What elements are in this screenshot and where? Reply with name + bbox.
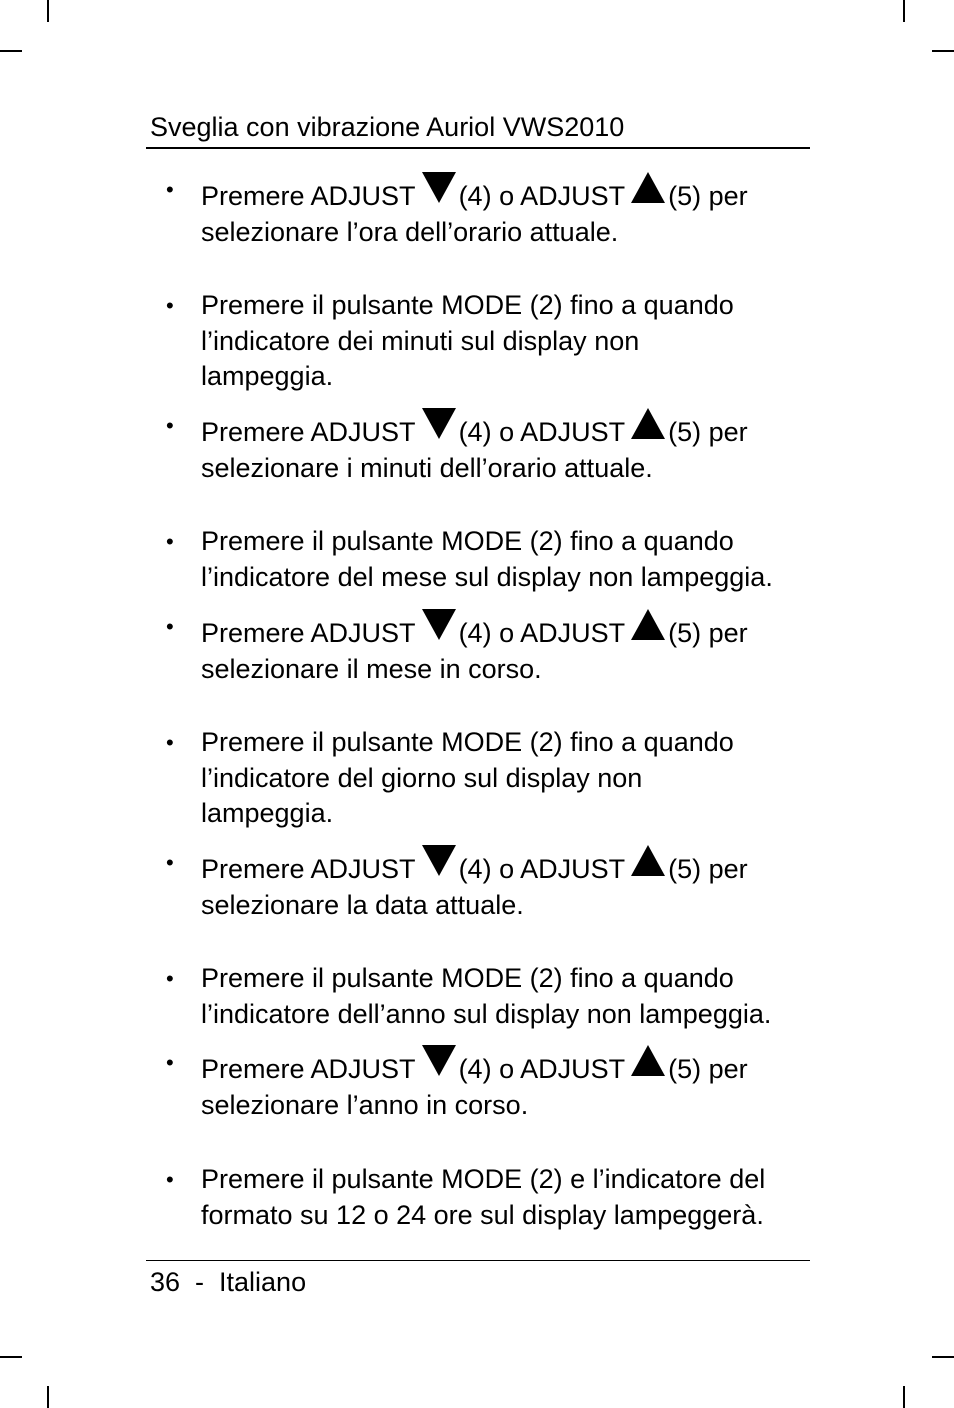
item-line bbox=[201, 609, 816, 652]
running-header: Sveglia con vibrazione Auriol VWS2010 bbox=[150, 112, 625, 142]
triangle-down-icon bbox=[422, 845, 456, 876]
item-line: l’indicatore dell’anno sul display non lampeggia. bbox=[201, 998, 772, 1029]
crop-mark bbox=[903, 1386, 905, 1408]
item-line: lampeggia. bbox=[201, 361, 334, 391]
triangle-up-icon bbox=[631, 845, 665, 876]
adjust-text: (5) per bbox=[668, 417, 748, 447]
header-rule bbox=[146, 147, 810, 149]
item-line: selezionare l’ora dell’orario attuale. bbox=[201, 216, 619, 247]
item-line: Premere il pulsante MODE (2) fino a quando bbox=[201, 526, 734, 556]
adjust-text: Premere ADJUST bbox=[201, 618, 416, 648]
adjust-text: (5) per bbox=[668, 618, 748, 648]
item-line: l’indicatore del giorno sul display non bbox=[201, 762, 643, 793]
item-line: Premere il pulsante MODE (2) fino a quando bbox=[201, 727, 734, 757]
adjust-text: Premere ADJUST bbox=[201, 181, 416, 211]
bullet: • bbox=[166, 413, 174, 438]
item-line: l’indicatore del mese sul display non lampeggia. bbox=[201, 561, 773, 592]
triangle-down-icon bbox=[422, 172, 456, 203]
crop-mark bbox=[932, 50, 954, 52]
item-line: selezionare il mese in corso. bbox=[201, 653, 542, 684]
crop-mark bbox=[903, 0, 905, 22]
adjust-text: Premere ADJUST bbox=[201, 854, 416, 884]
list-item bbox=[166, 1045, 816, 1123]
adjust-text: Premere ADJUST bbox=[201, 1054, 416, 1084]
item-line: selezionare i minuti dell’orario attuale. bbox=[201, 452, 653, 483]
item-line: Premere il pulsante MODE (2) fino a quando bbox=[201, 963, 734, 993]
adjust-text: (4) o ADJUST bbox=[458, 181, 626, 211]
item-line bbox=[201, 172, 816, 215]
triangle-down-icon bbox=[422, 408, 456, 439]
list-item bbox=[166, 961, 816, 1032]
list-item bbox=[166, 408, 816, 486]
footer-rule bbox=[146, 1260, 810, 1261]
adjust-text: (4) o ADJUST bbox=[458, 618, 626, 648]
bullet: • bbox=[166, 293, 174, 318]
crop-mark bbox=[0, 50, 22, 52]
item-line: selezionare la data attuale. bbox=[201, 889, 524, 920]
item-line bbox=[201, 408, 816, 451]
item-line bbox=[201, 845, 816, 888]
triangle-down-icon bbox=[422, 609, 456, 640]
triangle-up-icon bbox=[631, 609, 665, 640]
triangle-down-icon bbox=[422, 1045, 456, 1076]
crop-mark bbox=[0, 1356, 22, 1358]
crop-mark bbox=[932, 1356, 954, 1358]
bullet: • bbox=[166, 614, 174, 639]
adjust-text: (5) per bbox=[668, 854, 748, 884]
item-line: Premere il pulsante MODE (2) fino a quando bbox=[201, 290, 734, 320]
bullet: • bbox=[166, 177, 174, 202]
adjust-text: (5) per bbox=[668, 181, 748, 211]
list-item bbox=[166, 845, 816, 923]
page-footer: 36 - Italiano bbox=[150, 1267, 307, 1297]
item-line bbox=[201, 1045, 816, 1088]
list-item bbox=[166, 288, 816, 395]
bullet: • bbox=[166, 1050, 174, 1075]
adjust-text: Premere ADJUST bbox=[201, 417, 416, 447]
crop-mark bbox=[47, 0, 49, 22]
bullet: • bbox=[166, 529, 174, 554]
bullet: • bbox=[166, 730, 174, 755]
list-item bbox=[166, 1162, 816, 1233]
bullet: • bbox=[166, 966, 174, 991]
item-line: formato su 12 o 24 ore sul display lampeggerà. bbox=[201, 1199, 764, 1230]
item-line: l’indicatore dei minuti sul display non bbox=[201, 325, 640, 356]
list-item bbox=[166, 725, 816, 832]
adjust-text: (4) o ADJUST bbox=[458, 854, 626, 884]
bullet: • bbox=[166, 850, 174, 875]
list-item bbox=[166, 172, 816, 250]
bullet: • bbox=[166, 1167, 174, 1192]
item-line: lampeggia. bbox=[201, 798, 334, 828]
item-line: Premere il pulsante MODE (2) e l’indicatore del bbox=[201, 1164, 766, 1194]
triangle-up-icon bbox=[631, 1045, 665, 1076]
list-item bbox=[166, 609, 816, 687]
triangle-up-icon bbox=[631, 408, 665, 439]
adjust-text: (4) o ADJUST bbox=[458, 1054, 626, 1084]
adjust-text: (4) o ADJUST bbox=[458, 417, 626, 447]
list-item bbox=[166, 524, 816, 595]
adjust-text: (5) per bbox=[668, 1054, 748, 1084]
crop-mark bbox=[47, 1386, 49, 1408]
item-line: selezionare l’anno in corso. bbox=[201, 1089, 529, 1120]
triangle-up-icon bbox=[631, 172, 665, 203]
